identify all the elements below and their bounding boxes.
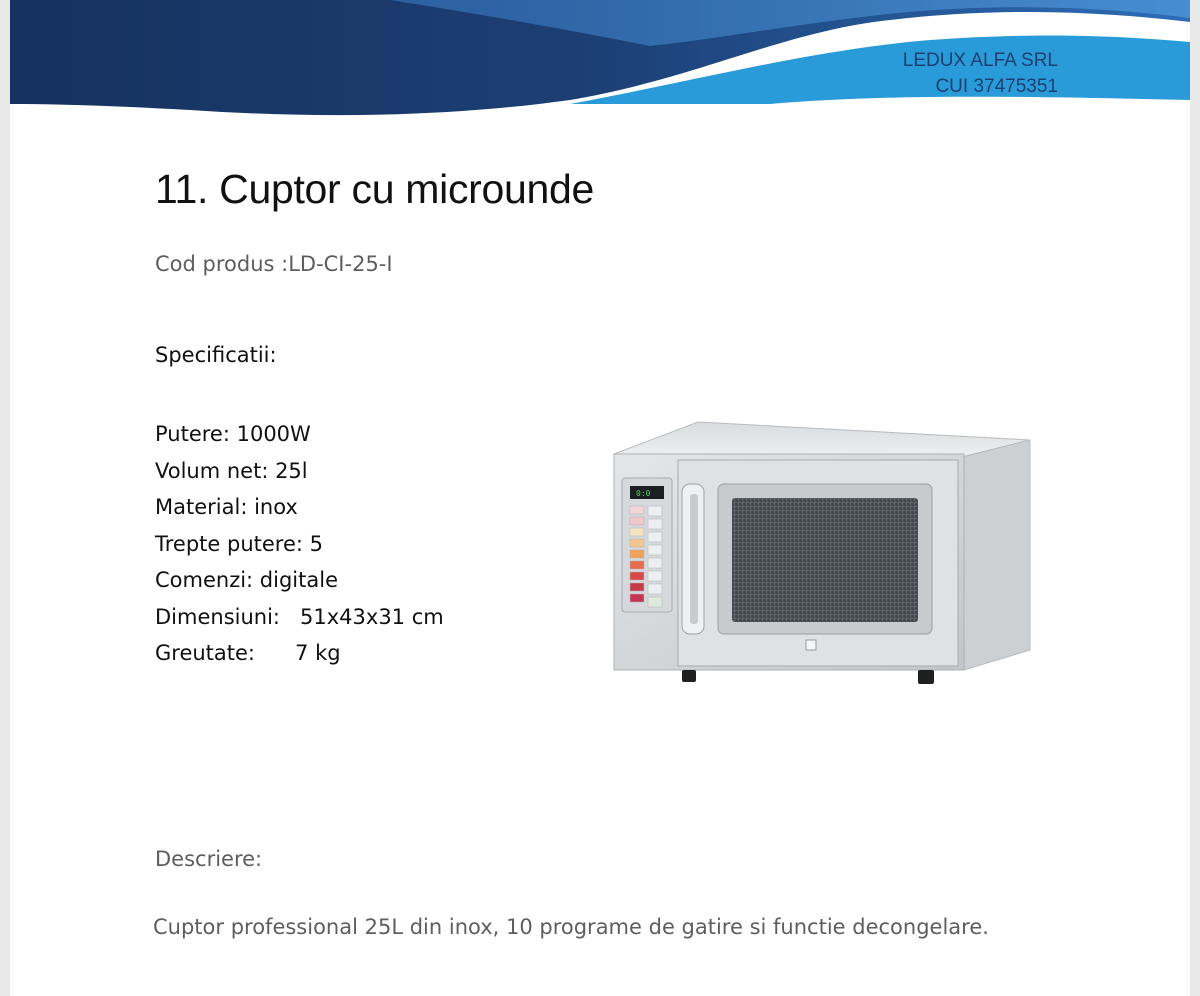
microwave-oven-icon xyxy=(598,418,1038,690)
page-title: 11. Cuptor cu microunde xyxy=(155,166,595,212)
product-code: Cod produs :LD-CI-25-I xyxy=(155,252,393,276)
description-heading: Descriere: xyxy=(155,847,263,871)
spec-material: Material: inox xyxy=(155,495,298,519)
document-page xyxy=(10,0,1190,996)
spec-volume: Volum net: 25l xyxy=(155,458,308,483)
svg-text:0:0: 0:0 xyxy=(636,489,651,498)
spec-controls: Comenzi: digitale xyxy=(155,568,338,592)
company-name: LEDUX ALFA SRL xyxy=(902,50,1058,71)
spec-weight: Greutate: 7 kg xyxy=(155,641,341,665)
spec-power: Putere: 1000W xyxy=(155,422,311,446)
specs-heading: Specificatii: xyxy=(155,343,277,367)
company-info xyxy=(903,48,1058,100)
description-text: Cuptor professional 25L din inox, 10 programe de gatire si functie decongelare. xyxy=(153,915,989,939)
specs-list xyxy=(155,416,444,672)
spec-dimensions: Dimensiuni: 51x43x31 cm xyxy=(155,604,444,629)
company-cui: CUI 37475351 xyxy=(935,76,1058,97)
spec-power-levels: Trepte putere: 5 xyxy=(155,531,323,556)
